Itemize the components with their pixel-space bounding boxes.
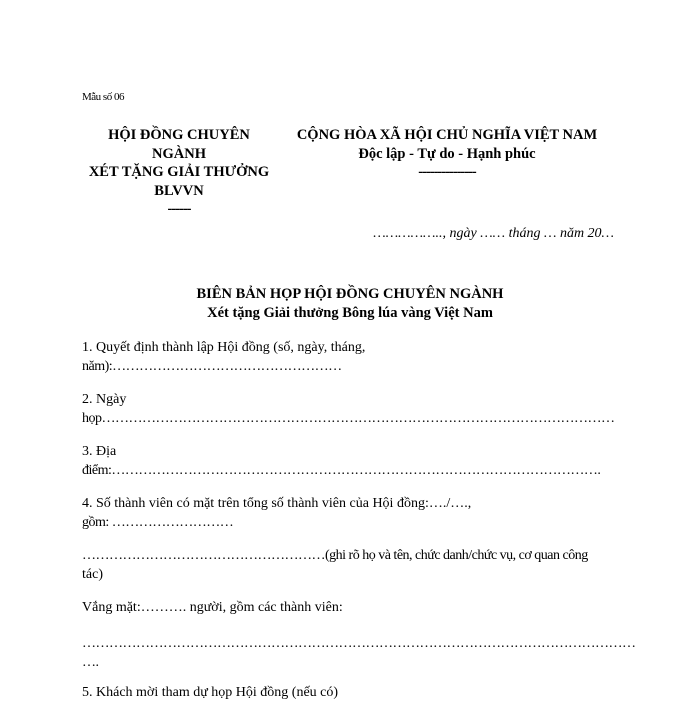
- item-decision-line2: năm):……………………………………………: [82, 359, 342, 374]
- item-decision-line1: 1. Quyết định thành lập Hội đồng (số, ngày, tháng,: [82, 340, 366, 355]
- absent-line1: Vắng mặt:………. người, gồm các thành viên:: [82, 600, 343, 615]
- date-line: …………….., ngày …… tháng … năm 20…: [373, 226, 614, 241]
- item-location-line1: 3. Địa: [82, 444, 117, 459]
- item-members-line1: 4. Số thành viên có mặt trên tổng số thành viên của Hội đồng:…./….,: [82, 496, 472, 511]
- council-header-line: NGÀNH: [152, 145, 206, 162]
- national-header: [284, 126, 610, 182]
- form-number: Mẫu số 06: [82, 91, 124, 103]
- item-members-line3: ………………………………………………(ghi rõ họ và tên, chức danh/chức vụ, cơ quan công: [82, 548, 588, 563]
- item-guests-line1: 5. Khách mời tham dự họp Hội đồng (nếu có): [82, 685, 339, 700]
- item-members-line4: tác): [82, 567, 103, 582]
- absent-line3: ….: [82, 655, 99, 670]
- item-meeting-date-line2: họp……………………………………………………………………………………………………: [82, 411, 615, 426]
- document-title: [0, 285, 700, 322]
- document-title-sub: Xét tặng Giải thưởng Bông lúa vàng Việt Nam: [207, 304, 493, 321]
- national-title: CỘNG HÒA XÃ HỘI CHỦ NGHĨA VIỆT NAM: [296, 127, 598, 143]
- council-header: [78, 126, 280, 219]
- council-header-line: HỘI ĐỒNG CHUYÊN: [108, 127, 250, 143]
- national-motto: Độc lập - Tự do - Hạnh phúc: [358, 145, 536, 162]
- document-title-main: BIÊN BẢN HỌP HỘI ĐỒNG CHUYÊN NGÀNH: [196, 286, 504, 302]
- absent-line2: ……………………………………………………………………………………………………………: [82, 636, 636, 651]
- national-header-divider: ---------------: [418, 164, 476, 180]
- council-header-line: XÉT TẶNG GIẢI THƯỞNG: [88, 164, 270, 180]
- council-header-line: BLVVN: [154, 182, 204, 199]
- item-members-line2: gồm: ………………………: [82, 515, 234, 530]
- council-header-divider: ------: [167, 201, 191, 217]
- item-location-line2: điểm:……………………………………………………………………………………………….: [82, 463, 601, 478]
- item-meeting-date-line1: 2. Ngày: [82, 392, 127, 407]
